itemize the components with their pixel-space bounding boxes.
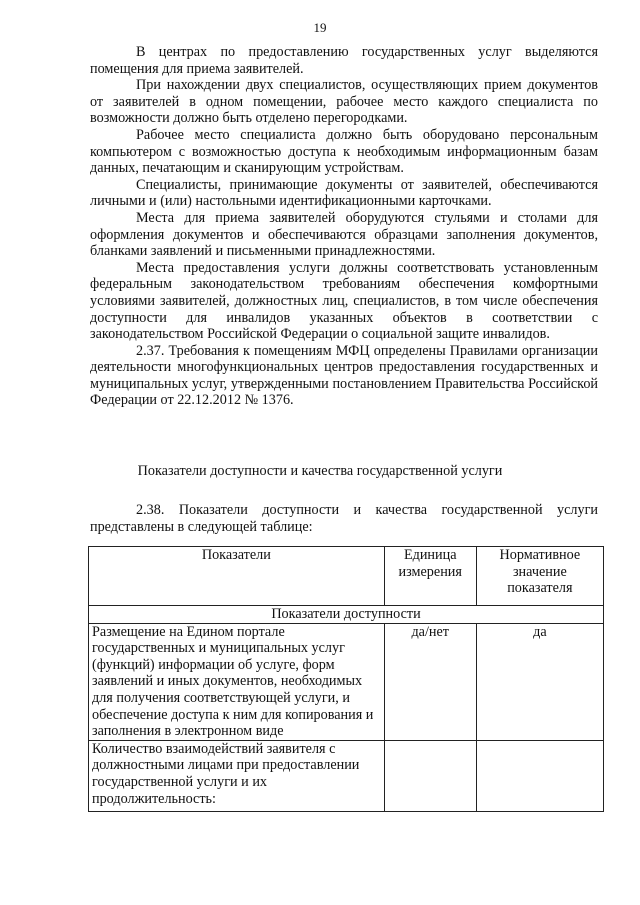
header-normative-value: Нормативное значение показателя <box>476 547 603 606</box>
page-number: 19 <box>313 20 327 35</box>
paragraph: Рабочее место специалиста должно быть оборудовано персональным компьютером с возможностью доступа к необходимым информационным базам данных, печатающим и сканирующим устройствам. <box>90 126 598 177</box>
paragraph: В центрах по предоставлению государственных услуг выделяются помещения для приема заявителей. <box>90 44 598 77</box>
section-heading: Показатели доступности и качества государственной услуги <box>137 463 503 479</box>
paragraph: Места предоставления услуги должны соответствовать установленным федеральным законодательством требованиям обеспечения комфортными условиями заявителей, должностных лиц, специалистов, в том числе обеспечения доступности для инвалидов указанных объектов в соответствии с законодательством Российской Федерации о социальной защите инвалидов. <box>90 259 598 343</box>
body-text <box>90 44 598 409</box>
table-row <box>89 623 604 740</box>
table-row <box>89 740 604 811</box>
indicator-cell: Количество взаимодействий заявителя с должностными лицами при предоставлении государственной услуги и их продолжительность: <box>89 740 385 811</box>
header-indicators: Показатели <box>89 547 385 606</box>
group-title-accessibility: Показатели доступности <box>89 606 604 624</box>
table-header-row <box>89 547 604 606</box>
indicator-cell: Размещение на Едином портале государственных и муниципальных услуг (функций) информации об услуге, форм заявлений и иных документов, необходимых для получения соответствующей услуги, и обеспечение доступа к ним для копирования и заполнения в электронном виде <box>89 623 385 740</box>
paragraph: Специалисты, принимающие документы от заявителей, обеспечиваются личными и (или) настольными идентификационными карточками. <box>90 176 598 210</box>
paragraph: При нахождении двух специалистов, осуществляющих прием документов от заявителей в одном помещении, рабочее место каждого специалиста по возможности должно быть отделено перегородками. <box>90 77 598 127</box>
value-cell: да <box>476 623 603 740</box>
unit-cell: да/нет <box>384 623 476 740</box>
value-cell <box>476 740 603 811</box>
paragraph: 2.37. Требования к помещениям МФЦ определены Правилами организации деятельности многофункциональных центров предоставления государственных и муниципальных услуг, утвержденными постановлением Правительства Российской Федерации от 22.12.2012 № 1376. <box>90 342 598 409</box>
header-unit: Единица измерения <box>384 547 476 606</box>
table-group-row <box>89 606 604 624</box>
unit-cell <box>384 740 476 811</box>
paragraph: Места для приема заявителей оборудуются стульями и столами для оформления документов и обеспечиваются образцами заполнения документов, бланками заявлений и письменными принадлежностями. <box>90 209 598 260</box>
indicators-table <box>88 546 604 812</box>
intro-paragraph: 2.38. Показатели доступности и качества государственной услуги представлены в следующей таблице: <box>90 502 598 535</box>
